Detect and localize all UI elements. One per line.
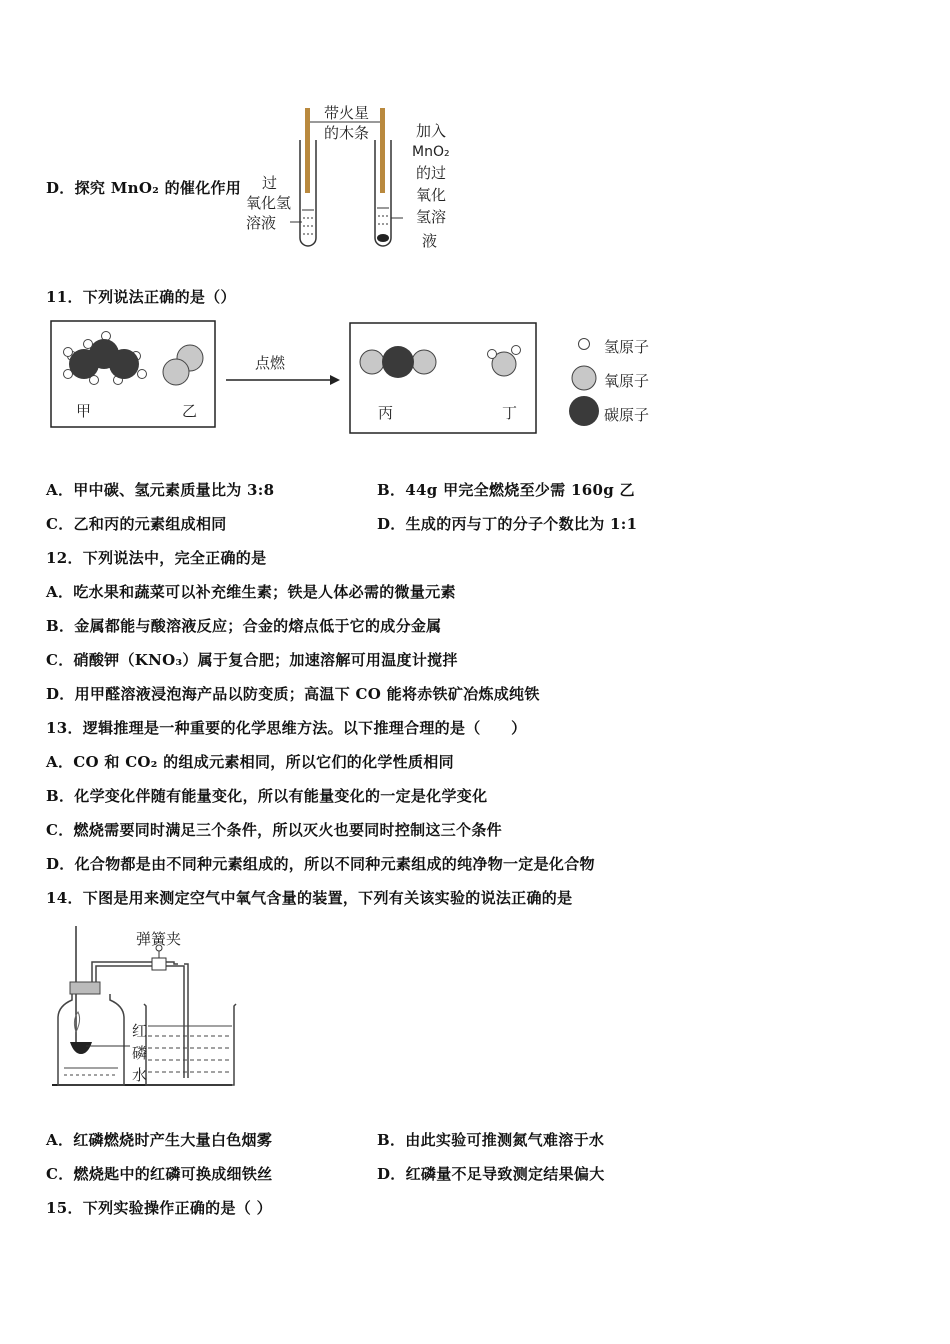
q11-option-c: C．乙和丙的元素组成相同 <box>46 515 227 533</box>
spring-clip <box>152 958 166 970</box>
label-bing: 丙 <box>378 404 394 422</box>
q14-option-d: D．红磷量不足导致测定结果偏大 <box>377 1165 605 1183</box>
q14-apparatus-figure <box>48 920 248 1090</box>
q14-option-a: A．红磷燃烧时产生大量白色烟雾 <box>46 1131 273 1149</box>
q12-option-d: D．用甲醛溶液浸泡海产品以防变质；高温下 CO 能将赤铁矿冶炼成纯铁 <box>46 685 540 703</box>
phosphorus-label-1: 红 <box>132 1022 148 1040</box>
q13-option-c: C．燃烧需要同时满足三个条件，所以灭火也要同时控制这三个条件 <box>46 821 502 839</box>
phosphorus-label-2: 磷 <box>132 1044 148 1062</box>
q12-option-b: B．金属都能与酸溶液反应；合金的熔点低于它的成分金属 <box>46 617 442 635</box>
q10-test-tube-figure <box>240 100 470 255</box>
q11-stem: 11．下列说法正确的是（） <box>46 288 236 306</box>
red-phosphorus-spoon <box>70 1042 92 1054</box>
label-ding: 丁 <box>502 404 518 422</box>
splint-label-1: 带火星 <box>324 104 370 122</box>
q10-option-d: D．探究 MnO₂ 的催化作用 <box>46 179 242 197</box>
q13-option-b: B．化学变化伴随有能量变化，所以有能量变化的一定是化学变化 <box>46 787 488 805</box>
q14-stem: 14．下图是用来测定空气中氧气含量的装置，下列有关该实验的说法正确的是 <box>46 889 573 907</box>
q12-option-c: C．硝酸钾（KNO₃）属于复合肥；加速溶解可用温度计搅拌 <box>46 651 458 669</box>
legend-oxygen-icon <box>572 366 596 390</box>
q13-option-d: D．化合物都是由不同种元素组成的，所以不同种元素组成的纯净物一定是化合物 <box>46 855 595 873</box>
q15-stem: 15．下列实验操作正确的是（ ） <box>46 1199 272 1217</box>
right-label-6: 液 <box>422 232 438 250</box>
legend-hydrogen-icon <box>579 339 590 350</box>
q12-stem: 12．下列说法中，完全正确的是 <box>46 549 267 567</box>
left-label-2: 氧化氢 <box>246 194 292 212</box>
left-label-1: 过 <box>262 174 278 192</box>
stopper <box>70 982 100 994</box>
q12-option-a: A．吃水果和蔬菜可以补充维生素；铁是人体必需的微量元素 <box>46 583 456 601</box>
label-ignite: 点燃 <box>255 354 286 372</box>
splint-right <box>380 108 385 193</box>
q11-option-d: D．生成的丙与丁的分子个数比为 1:1 <box>377 515 638 533</box>
right-label-3: 的过 <box>416 164 447 182</box>
water-label: 水 <box>132 1066 148 1084</box>
right-label-2: MnO₂ <box>412 144 450 160</box>
q13-stem: 13．逻辑推理是一种重要的化学思维方法。以下推理合理的是（ ） <box>46 719 527 737</box>
q14-option-c: C．燃烧匙中的红磷可换成细铁丝 <box>46 1165 273 1183</box>
left-label-3: 溶液 <box>246 214 277 232</box>
q14-option-b: B．由此实验可推测氮气难溶于水 <box>377 1131 605 1149</box>
right-label-5: 氢溶 <box>416 208 447 226</box>
clip-label: 弹簧夹 <box>136 930 182 948</box>
right-label-1: 加入 <box>416 122 447 140</box>
splint-left <box>305 108 310 193</box>
legend-hydrogen: 氢原子 <box>604 338 650 356</box>
mno2-powder <box>377 234 389 242</box>
legend-carbon: 碳原子 <box>604 406 650 424</box>
label-jia: 甲 <box>76 402 92 420</box>
legend-carbon-icon <box>569 396 599 426</box>
q11-option-b: B．44g 甲完全燃烧至少需 160g 乙 <box>377 481 635 499</box>
collecting-bottle <box>58 994 124 1085</box>
right-label-4: 氧化 <box>416 186 447 204</box>
legend-oxygen: 氧原子 <box>604 372 650 390</box>
beaker <box>144 1004 236 1085</box>
q11-option-a: A．甲中碳、氢元素质量比为 3:8 <box>46 481 275 499</box>
splint-label-2: 的木条 <box>324 124 370 142</box>
q11-molecule-figure <box>48 318 688 438</box>
q13-option-a: A．CO 和 CO₂ 的组成元素相同，所以它们的化学性质相同 <box>46 753 454 771</box>
label-yi: 乙 <box>182 402 198 420</box>
